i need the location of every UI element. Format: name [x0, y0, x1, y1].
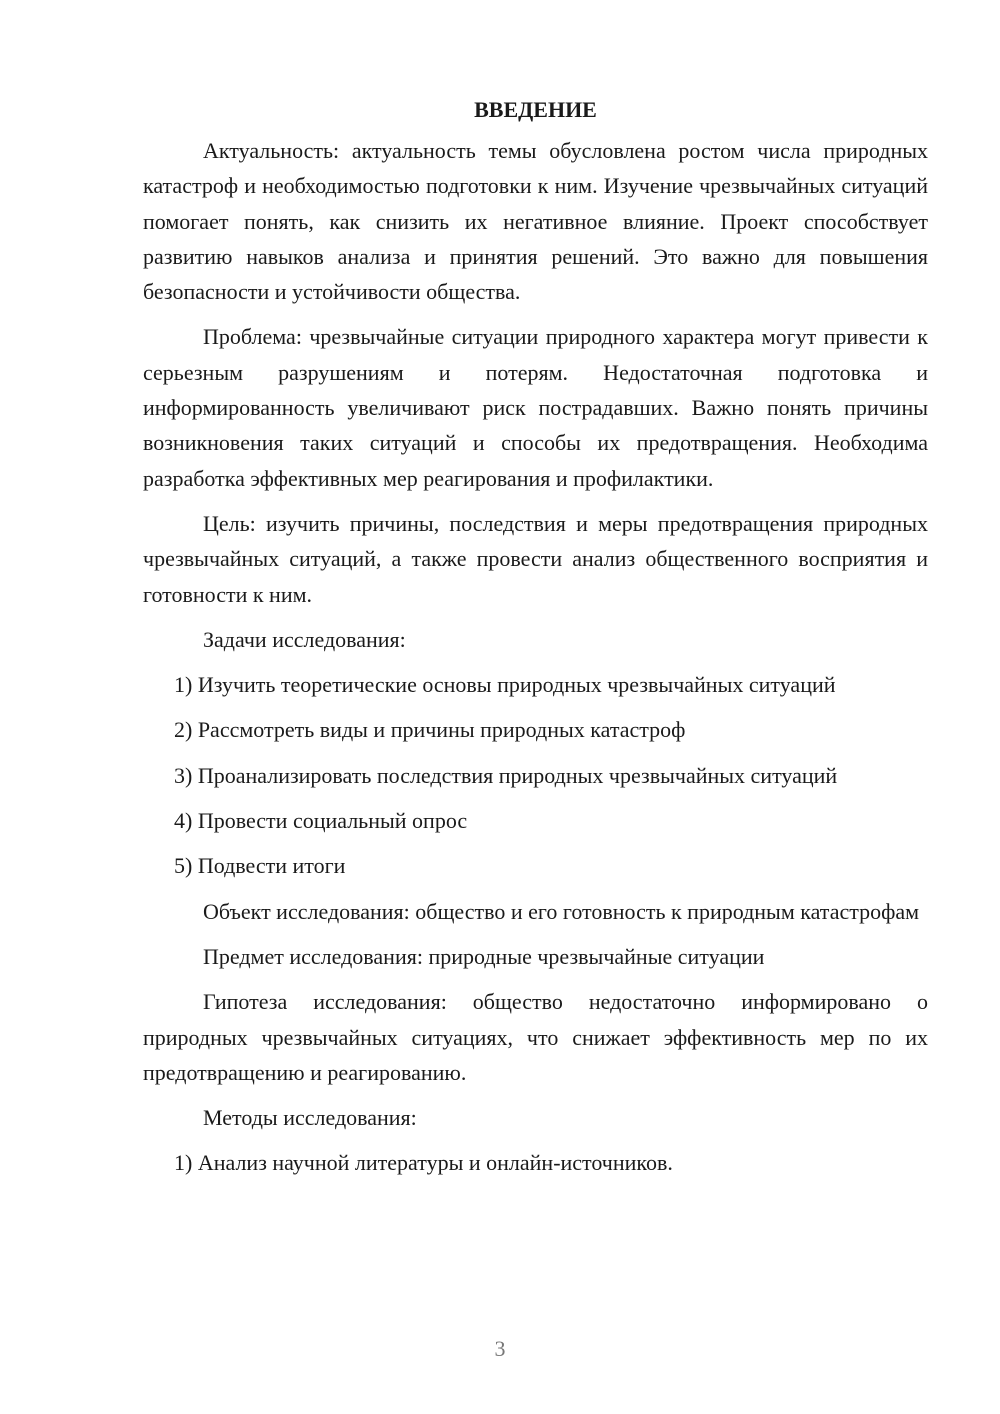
relevance-paragraph: Актуальность: актуальность темы обусловлена ростом числа природных катастроф и необходимостью подготовки к ним. Изучение чрезвычайных ситуаций помогает понять, как снизить их негативное влияние. Проект способствует развитию навыков анализа и принятия решений. Это важно для повышения безопасности и устойчивости общества. — [143, 138, 928, 305]
task-item: 5) Подвести итоги — [174, 853, 346, 879]
method-item: 1) Анализ научной литературы и онлайн-источников. — [174, 1150, 673, 1176]
document-page — [143, 92, 928, 1191]
problem-paragraph: Проблема: чрезвычайные ситуации природного характера могут привести к серьезным разрушениям и потерям. Недостаточная подготовка и информированность увеличивают риск пострадавших. Важно понять причины возникновения таких ситуаций и способы их предотвращения. Необходима разработка эффективных мер реагирования и профилактики. — [143, 324, 928, 491]
page-title: ВВЕДЕНИЕ — [474, 97, 597, 122]
object-paragraph: Объект исследования: общество и его готовность к природным катастрофам — [203, 898, 920, 924]
goal-paragraph: Цель: изучить причины, последствия и меры предотвращения природных чрезвычайных ситуаций, а также провести анализ общественного восприятия и готовности к ним. — [143, 510, 928, 607]
hypothesis-paragraph: Гипотеза исследования: общество недостаточно информировано о природных чрезвычайных ситуациях, что снижает эффективность мер по их предотвращению и реагированию. — [143, 989, 928, 1085]
page-number: 3 — [494, 1336, 506, 1361]
methods-title: Методы исследования: — [203, 1105, 417, 1131]
task-item: 2) Рассмотреть виды и причины природных катастроф — [174, 717, 686, 743]
subject-paragraph: Предмет исследования: природные чрезвычайные ситуации — [203, 943, 765, 969]
task-item: 4) Провести социальный опрос — [174, 808, 468, 834]
task-item: 3) Проанализировать последствия природных чрезвычайных ситуаций — [174, 762, 838, 788]
tasks-title: Задачи исследования: — [203, 626, 406, 652]
task-item: 1) Изучить теоретические основы природных чрезвычайных ситуаций — [174, 672, 836, 698]
